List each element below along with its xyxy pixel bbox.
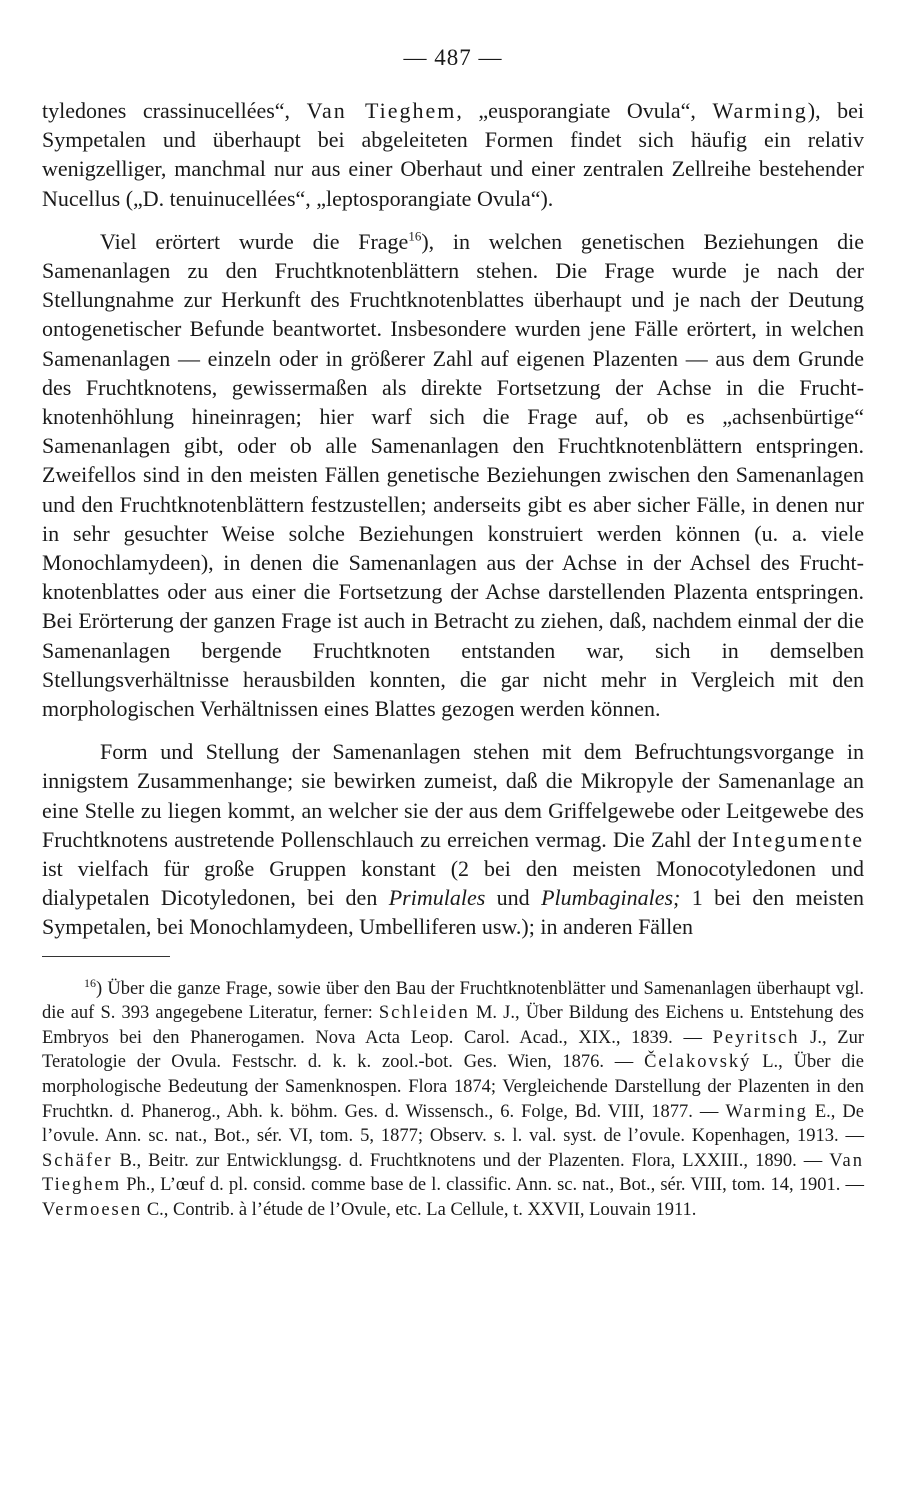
footnote-reference: 16 — [408, 228, 422, 244]
paragraph-text: und — [485, 885, 542, 911]
paragraph-text: Viel erörtert wurde die Frage — [100, 228, 409, 254]
paragraph-text: Form und Stellung der Samenanlagen stehen mit dem Befruchtungsvorgange in innigstem Zusammenhange; sie bewirken zumeist, daß die Mikropyle der Samenanlage an eine Stelle zu liegen kommt, an welcher sie der aus dem Griffelgewebe oder Leitgewebe des Fruchtknotens austretende Pollenschlauch zu erreichen vermag. Die Zahl der — [42, 739, 864, 852]
footnote — [42, 977, 864, 1223]
footnote-text: E., De l’ovule. Ann. sc. nat., Bot., sér. VI, tom. 5, 1877; Observ. s. l. val. syst. de l’ovule. Kopenhagen, 1913. — — [42, 1101, 864, 1147]
author-name: Vermoesen — [42, 1200, 143, 1221]
footnote-text: M. J., Über Bildung des Eichens u. Entstehung des Embryos bei den Phanerogamen. Nova Acta Leop. Carol. Acad., XIX., 1839. — — [42, 1003, 864, 1048]
footnote-text: J., Zur Teratologie der Ovula. Festschr. d. k. k. zool.-bot. Ges. Wien, 1876. — — [42, 1027, 864, 1073]
footnote-text: C., Contrib. à l’étude de l’Ovule, etc. La Cellule, t. XXVII, Louvain 1911. — [142, 1200, 697, 1221]
paragraph-text: 1 bei den meisten Sympetalen, bei Monochlamydeen, Umbelliferen usw.); in anderen Fällen — [42, 885, 865, 940]
author-name: Warming — [725, 1101, 808, 1122]
paragraph-text: tyledones crassinucellées“, — [42, 98, 307, 123]
paragraph-text: ), in welchen genetischen Beziehungen die Samenanlagen zu den Fruchtknotenblättern stehen. Die Frage wurde je nach der Stellungnahme zur Herkunft des Fruchtknotenblattes überhaupt und je nach der Deutung ontogenetischer Befunde beantwortet. Insbesondere wurden jene Fälle erörtert, in welchen Samenanlagen — einzeln oder in größerer Zahl auf eigenen Plazenten — aus dem Grunde des Fruchtknotens, gewissermaßen als direkte Fortsetzung der Achse in die Fruchtknotenhöhlung hineinragen; hier warf sich die Frage auf, ob es „achsenbürtige“ Samenanlagen gibt, oder ob alle Samenanlagen den Fruchtknotenblättern entspringen. Zweifellos sind in den meisten Fällen genetische Beziehungen zwischen den Samenanlagen und den Fruchtknotenblättern festzustellen; anderseits gibt es aber sicher Fälle, in denen nur in sehr gesuchter Weise solche Beziehungen konstruiert werden können (u. a. viele Monochlamydeen), in denen die Samenanlagen aus der Achse in der Achsel des Fruchtknotenblattes oder aus einer die Fortsetzung der Achse darstellenden Plazenta entspringen. Bei Erörterung der ganzen Frage ist auch in Betracht zu ziehen, daß, nachdem einmal der die Samenanlagen bergende Fruchtknoten entstanden war, sich in demselben Stellungsverhältnisse herausbilden konnten, die gar nicht mehr in Vergleich mit den morphologischen Verhältnissen eines Blattes gezogen werden können. — [42, 228, 864, 722]
footnote-text: L., Über die morphologische Bedeutung der Samenknospen. Flora 1874; Vergleichende Darstellung der Plazenten in den Fruchtkn. d. Phanerog., Abh. k. böhm. Ges. d. Wissensch., 6. Folge, Bd. VIII, 1877. — — [42, 1052, 864, 1122]
author-name: Schäfer — [42, 1150, 113, 1171]
book-page — [42, 40, 864, 1223]
paragraph-3 — [42, 737, 864, 941]
footnote-text: ) Über die ganze Frage, sowie über den Bau der Fruchtknotenblätter und Samenanlagen überhaupt vgl. die auf S. 393 angegebene Literatur, ferner: — [42, 978, 864, 1024]
author-name: Warming — [712, 98, 808, 123]
paragraph-text: , „eusporangiate Ovula“, — [456, 98, 713, 123]
author-name: Peyritsch — [712, 1027, 800, 1048]
author-name: Van Tieghem — [306, 98, 457, 123]
page-number: — 487 — — [403, 45, 503, 70]
footnote-text: B., Beitr. zur Entwicklungsg. d. Fruchtknotens und der Plazenten. Flora, LXXIII., 1890. — — [112, 1150, 830, 1171]
paragraph-1 — [42, 96, 864, 213]
paragraph-text: ), bei Sympetalen und überhaupt bei abgeleiteten Formen findet sich häufig ein relativ wenigzelliger, manchmal nur aus einer Oberhaut und einer zentralen Zellreihe bestehender Nucellus („D. tenuinucellées“, „leptosporangiate Ovula“). — [42, 98, 865, 211]
footnote-divider — [42, 956, 170, 957]
taxon-name: Primulales — [388, 885, 486, 911]
author-name: Schleiden — [378, 1003, 470, 1024]
paragraph-text: ist vielfach für große Gruppen konstant (2 bei den meisten Monocotyledonen und dialypetalen Dicotyledonen, bei den — [42, 856, 864, 911]
emphasized-term: Integumente — [732, 826, 864, 852]
taxon-name: Plumbaginales; — [541, 885, 681, 911]
paragraph-2 — [42, 227, 864, 723]
author-name: Van Tieghem — [42, 1150, 864, 1196]
footnote-marker: 16 — [84, 975, 96, 990]
author-name: Čelakovský — [644, 1052, 752, 1073]
footnote-text: Ph., L’œuf d. pl. consid. comme base de l. classific. Ann. sc. nat., Bot., sér. VIII, tom. 14, 1901. — — [121, 1175, 864, 1196]
